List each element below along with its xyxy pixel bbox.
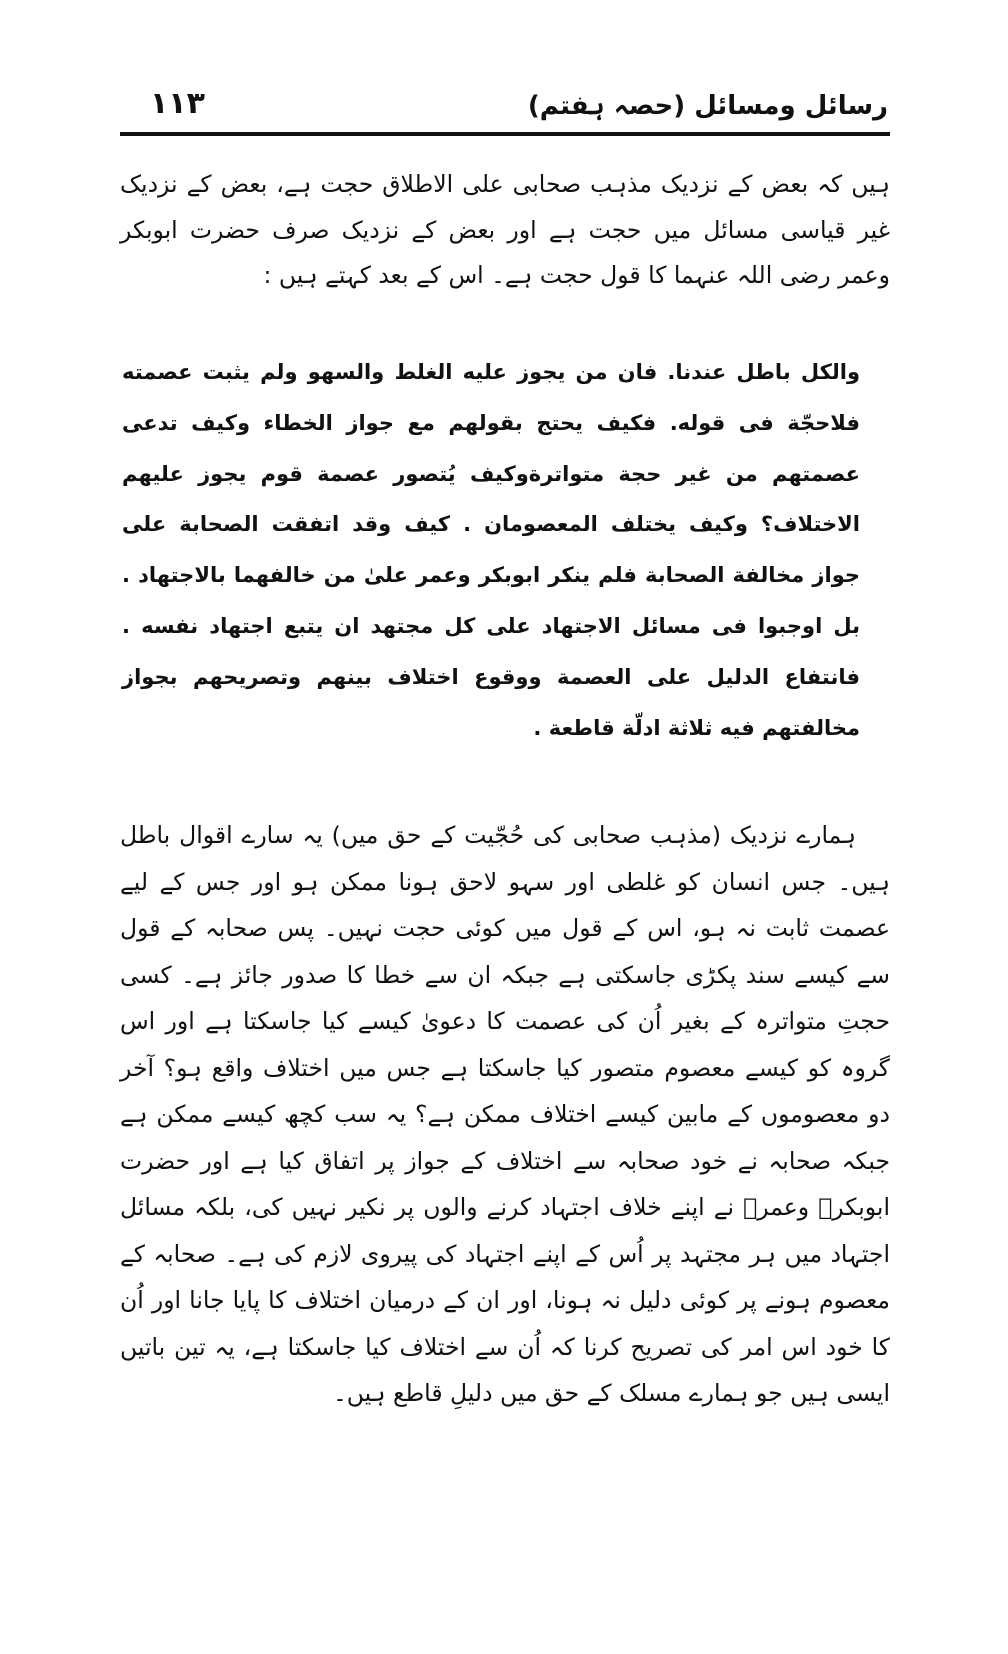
page-number: ۱۱۳ bbox=[150, 86, 205, 121]
translation-paragraph bbox=[120, 812, 890, 1432]
translation-text: ہمارے نزدیک (مذہب صحابی کی حُجّیت کے حق میں) یہ سارے اقوال باطل ہیں۔ جس انسان کو غلطی اور سہو لاحق ہونا ممکن ہو اور جس کے لیے عصمت ثابت نہ ہو، اس کے قول میں کوئی حجت نہیں۔ پس صحابہ کے قول سے کیسے سند پکڑی جاسکتی ہے جبکہ ان سے خطا کا صدور جائز ہے۔ کسی حجتِ متواترہ کے بغیر اُن کی عصمت کا دعویٰ کیسے کیا جاسکتا ہے اور اس گروہ کو کیسے معصوم متصور کیا جاسکتا ہے جس میں اختلاف واقع ہو؟ آخر دو معصوموں کے مابین کیسے اختلاف ممکن ہے؟ یہ سب کچھ کیسے ممکن ہے جبکہ صحابہ نے خود صحابہ سے اختلاف کے جواز پر اتفاق کیا ہے اور حضرت ابوبکرؓ وعمرؓ نے اپنے خلاف اجتہاد کرنے والوں پر نکیر نہیں کی، بلکہ مسائل اجتہاد میں ہر مجتہد پر اُس کے اپنے اجتہاد کی پیروی لازم کی ہے۔ صحابہ کے معصوم ہونے پر کوئی دلیل نہ ہونا، اور ان کے درمیان اختلاف کا پایا جانا اور اُن کا خود اس امر کی تصریح کرنا کہ اُن سے اختلاف کیا جاسکتا ہے، یہ تین باتیں ایسی ہیں جو ہمارے مسلک کے حق میں دلیلِ قاطع ہیں۔ bbox=[120, 821, 890, 1407]
intro-paragraph: ہیں کہ بعض کے نزدیک مذہب صحابی علی الاطلاق حجت ہے، بعض کے نزدیک غیر قیاسی مسائل میں حجت ہے اور بعض کے نزدیک صرف حضرت ابوبکر وعمر رضی اللہ عنہما کا قول حجت ہے۔ اس کے بعد کہتے ہیں : bbox=[120, 170, 890, 289]
header-rule bbox=[120, 132, 890, 136]
running-title: رسائل ومسائل (حصہ ہفتم) bbox=[527, 91, 888, 121]
arabic-quote: والکل باطل عندنا. فان من یجوز علیه الغلط والسهو ولم یثبت عصمته فلاحجّة فی قوله. فکیف یحتج بقولهم مع جواز الخطاء وکیف تدعی عصمتهم من غیر حجة متواترةوکیف یُتصور عصمة قوم یجوز علیهم الاختلاف؟ وکیف یختلف المعصومان . کیف وقد اتفقت الصحابة علی جواز مخالفة الصحابة فلم ینکر ابوبکر وعمر علیٰ من خالفهما بالاجتهاد . بل اوجبوا فی مسائل الاجتهاد علی کل مجتهد ان یتبع اجتهاد نفسه . فانتفاع الدلیل علی العصمة ووقوع اختلاف بینهم وتصریحهم بجواز مخالفتهم فیه ثلاثة ادلّة قاطعة . bbox=[122, 360, 860, 740]
page-header bbox=[120, 78, 888, 138]
